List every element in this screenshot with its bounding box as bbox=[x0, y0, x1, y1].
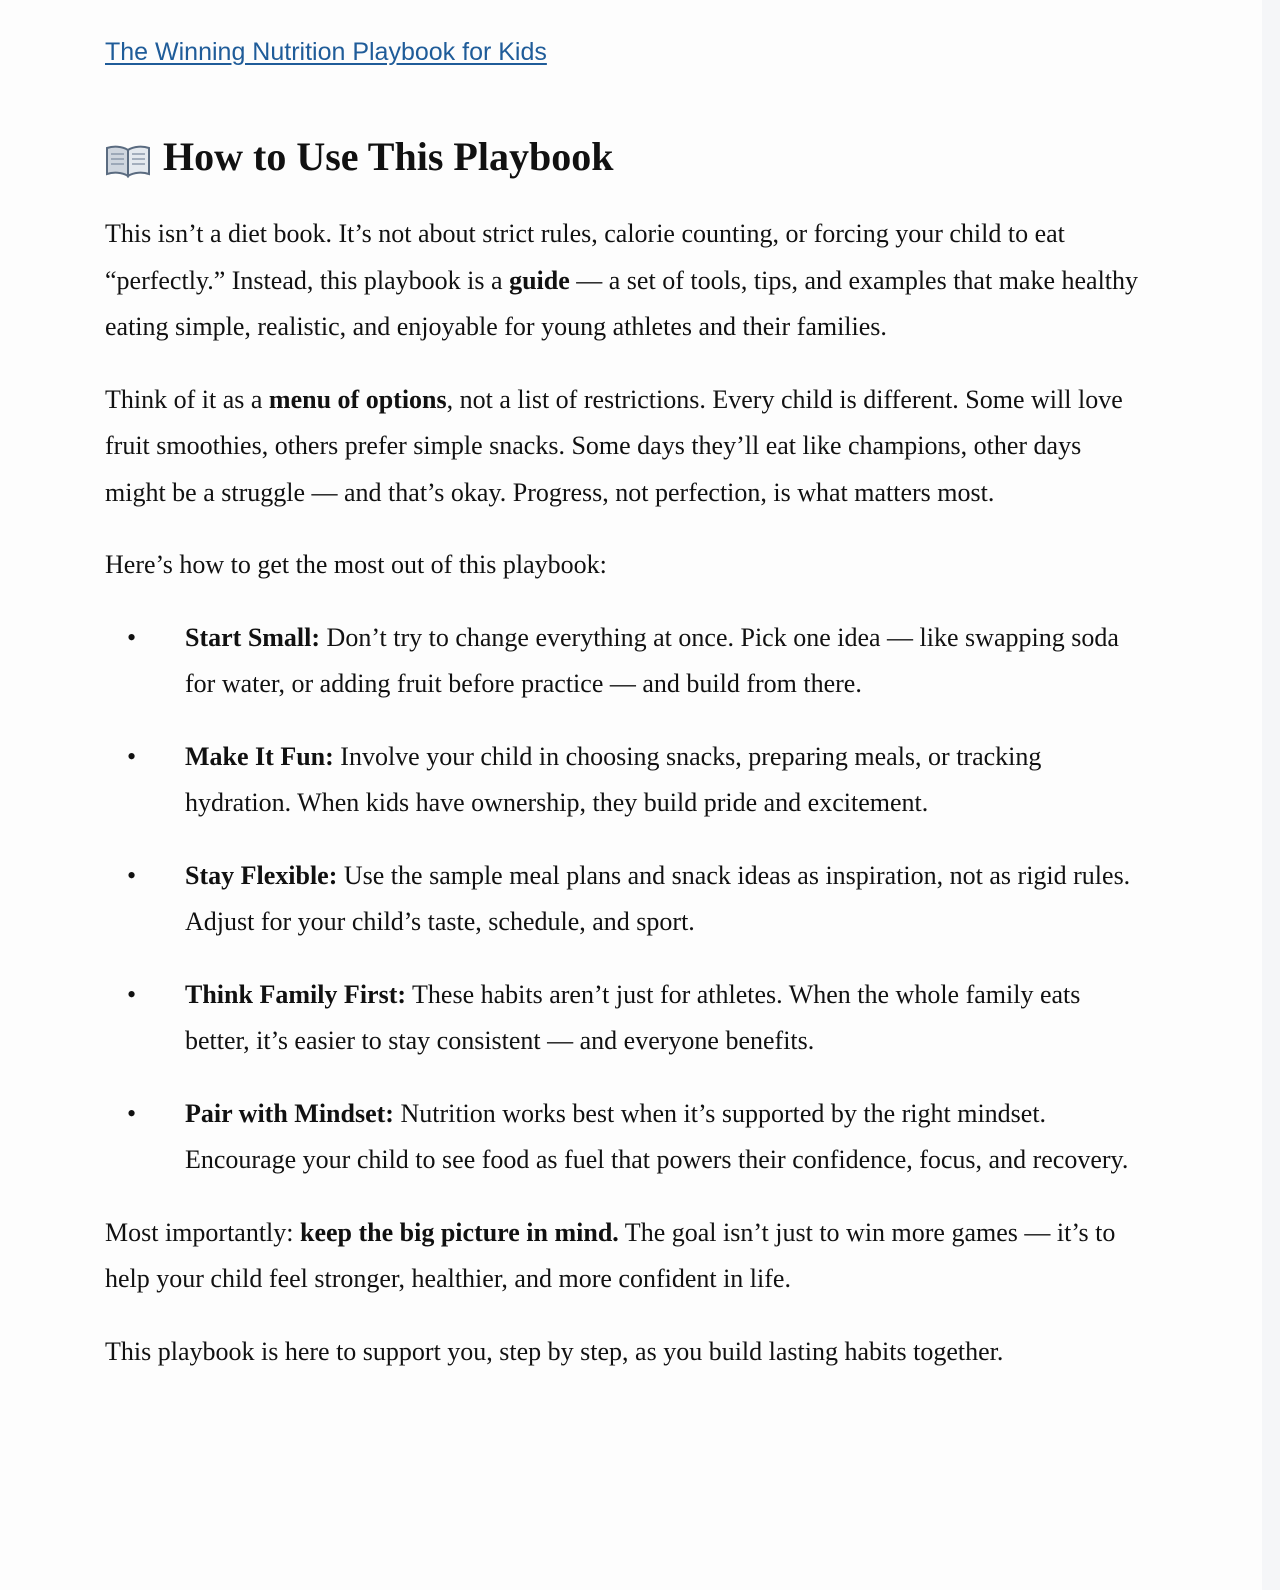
intro-paragraph-2 bbox=[105, 377, 1145, 517]
list-item bbox=[105, 734, 1145, 827]
tip-title: Stay Flexible: bbox=[185, 860, 338, 890]
document-body bbox=[105, 211, 1145, 1401]
bullet-icon: • bbox=[127, 741, 137, 771]
page-edge bbox=[1262, 0, 1280, 1590]
intro-p2-text-after: , not a list of restrictions. Every child is different. Some will love fruit smoothies, others prefer simple snacks. Some days they’ll eat like champions, other days might be a struggle — and that’s okay. Progress, not perfection, is what matters most. bbox=[105, 384, 1123, 507]
intro-p1-text: This isn’t a diet book. It’s not about strict rules, calorie counting, or forcing your child to eat “perfectly.” Instead, this playbook is a bbox=[105, 219, 1065, 295]
list-item bbox=[105, 1091, 1145, 1184]
bullet-icon: • bbox=[127, 622, 137, 652]
closing-p1-text: Most importantly: bbox=[105, 1217, 300, 1247]
intro-p1-text-after: — a set of tools, tips, and examples that make healthy eating simple, realistic, and enjoyable for young athletes and their families. bbox=[105, 265, 1139, 341]
bullet-icon: • bbox=[127, 1098, 137, 1128]
tip-text: Nutrition works best when it’s supported by the right mindset. Encourage your child to see food as fuel that powers their confidence, focus, and recovery. bbox=[185, 1098, 1129, 1174]
tip-text: Involve your child in choosing snacks, preparing meals, or tracking hydration. When kids have ownership, they build pride and excitement. bbox=[185, 741, 1042, 817]
bullet-icon: • bbox=[127, 979, 137, 1009]
open-book-icon bbox=[105, 140, 151, 174]
closing-p1-text-after: The goal isn’t just to win more games — it’s to help your child feel stronger, healthier, and more confident in life. bbox=[105, 1217, 1116, 1293]
bullet-icon: • bbox=[127, 860, 137, 890]
closing-p1-bold: keep the big picture in mind. bbox=[300, 1217, 619, 1247]
tip-title: Make It Fun: bbox=[185, 741, 334, 771]
tip-text: Don’t try to change everything at once. Pick one idea — like swapping soda for water, or adding fruit before practice — and build from there. bbox=[185, 622, 1119, 698]
closing-paragraph-1 bbox=[105, 1210, 1145, 1303]
list-item bbox=[105, 972, 1145, 1065]
closing-paragraph-2: This playbook is here to support you, step by step, as you build lasting habits together. bbox=[105, 1336, 1004, 1366]
tip-title: Start Small: bbox=[185, 622, 321, 652]
list-item bbox=[105, 615, 1145, 708]
list-item bbox=[105, 853, 1145, 946]
section-heading bbox=[105, 132, 613, 182]
tip-title: Pair with Mindset: bbox=[185, 1098, 394, 1128]
intro-paragraph-3: Here’s how to get the most out of this playbook: bbox=[105, 550, 607, 579]
intro-p1-bold: guide bbox=[509, 265, 570, 295]
intro-paragraph-1 bbox=[105, 211, 1145, 351]
tips-list bbox=[105, 615, 1145, 1184]
tip-text: Use the sample meal plans and snack ideas as inspiration, not as rigid rules. Adjust for your child’s taste, schedule, and sport. bbox=[185, 860, 1131, 936]
tip-title: Think Family First: bbox=[185, 979, 407, 1009]
tip-text: These habits aren’t just for athletes. When the whole family eats better, it’s easier to stay consistent — and everyone benefits. bbox=[185, 979, 1081, 1055]
section-title: How to Use This Playbook bbox=[163, 134, 614, 179]
header-link[interactable]: The Winning Nutrition Playbook for Kids bbox=[105, 38, 547, 66]
intro-p2-text: Think of it as a bbox=[105, 384, 269, 414]
intro-p2-bold: menu of options bbox=[268, 384, 447, 414]
